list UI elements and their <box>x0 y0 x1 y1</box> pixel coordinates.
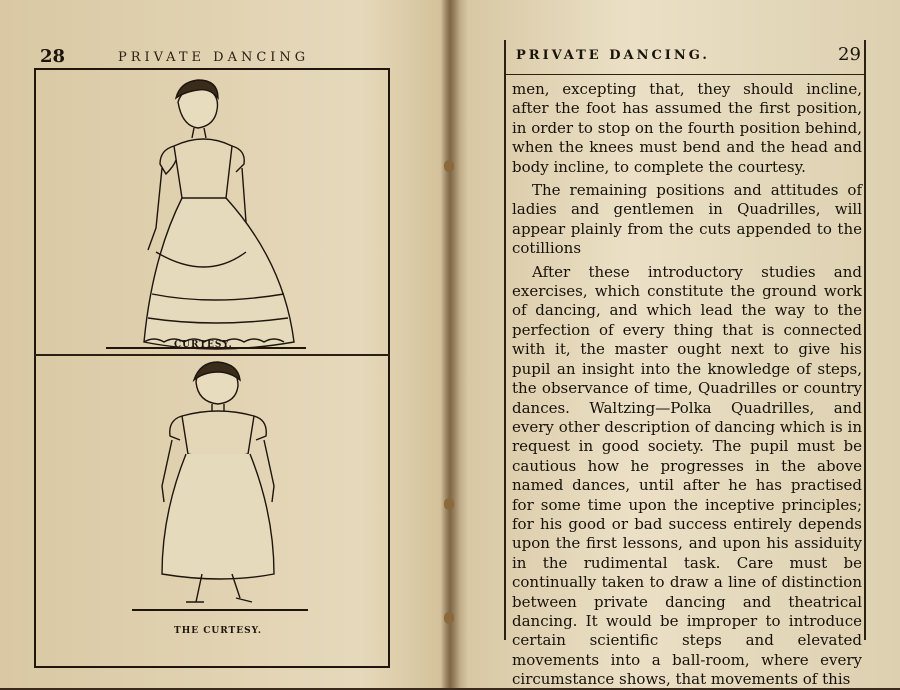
paragraph: The remaining positions and attitudes of ladies and gentlemen in Quadrilles, will appear plainly from the cuts appended to the cotillions <box>512 181 862 258</box>
binding-stitch <box>444 498 454 510</box>
header-rule <box>506 74 866 75</box>
running-head-right: PRIVATE DANCING. <box>516 48 710 63</box>
binding-stitch <box>444 612 454 624</box>
page-number-right: 29 <box>838 44 861 65</box>
paragraph: men, excepting that, they should incline, after the foot has assumed the first position, in order to stop on the fourth position behind, when the knees must bend and the head and body incline, to complete the courtesy. <box>512 80 862 176</box>
curtesy-figure-2-illustration <box>36 360 388 624</box>
illustration-caption: CURTESY. <box>174 340 233 350</box>
illustration-caption: THE CURTESY. <box>174 626 262 636</box>
book-gutter <box>440 0 460 688</box>
page-number-left: 28 <box>40 46 66 67</box>
illustration-plate-2 <box>36 360 388 636</box>
binding-stitch <box>444 160 454 172</box>
curtesy-figure-1-illustration <box>36 72 388 352</box>
illustration-plate-1 <box>36 72 388 352</box>
running-head-left: PRIVATE DANCING <box>118 50 310 65</box>
body-text <box>512 80 862 690</box>
paragraph: After these introductory studies and exercises, which constitute the ground work of dancing, and which lead the way to the perfection of every thing that is connected with it, the master ought next to give his pupil an insight into the knowledge of steps, the observance of time, Quadrilles or country dances. Waltzing—Polka Quadrilles, and every other description of dancing which is in request in good society. The pupil must be cautious how he progresses in the above named dances, until after he has practised for some time upon the inceptive principles; for his good or bad success entirely depends upon the first lessons, and upon his assiduity in the rudimental task. Care must be continually taken to draw a line of distinction between private dancing and theatrical dancing. It would be improper to introduce certain scientific steps and elevated movements into a ball-room, where every circumstance shows, that movements of this <box>512 262 862 689</box>
